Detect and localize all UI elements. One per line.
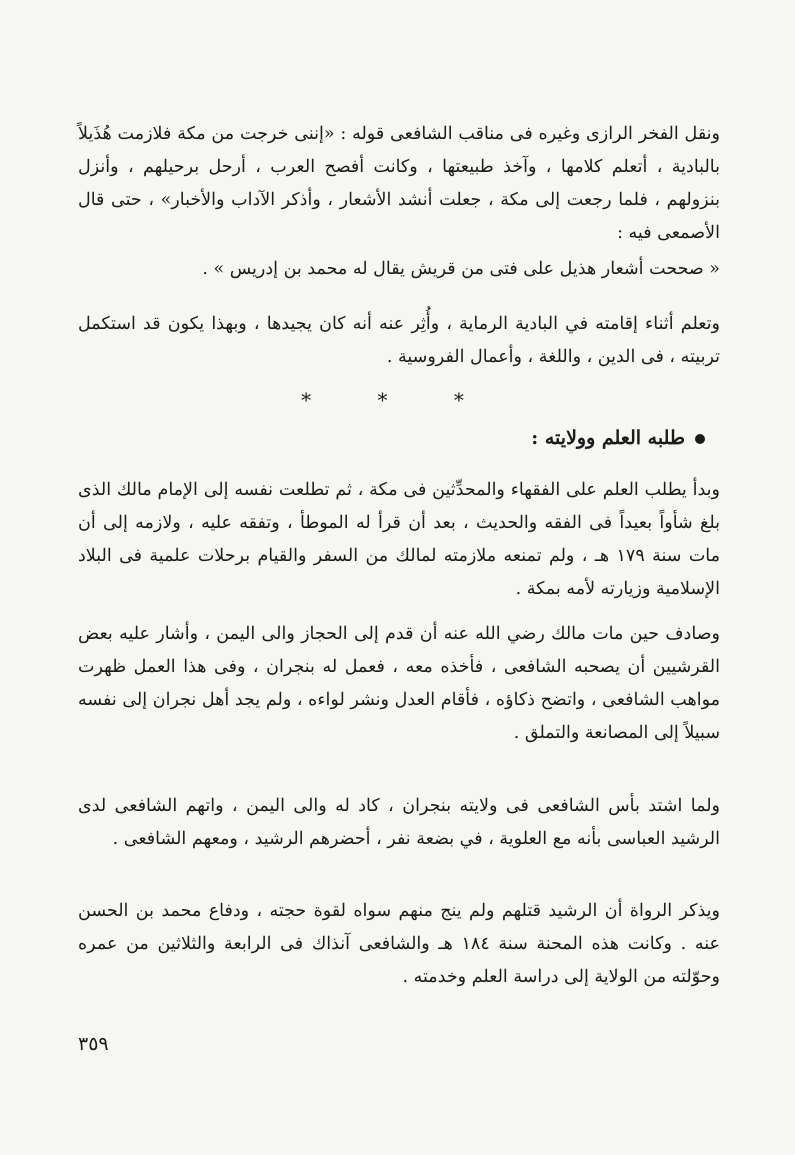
paragraph-razi-quote: ونقل الفخر الرازى وغيره فى مناقب الشافعى قوله : «إننى خرجت من مكة فلازمت هُذَيلاً بالبادية ، أتعلم كلامها ، وآخذ طبيعتها ، وكانت أفصح العرب ، أرحل برحيلهم ، وأنزل بنزولهم ، فلما رجعت إلى مكة ، جعلت أنشد الأشعار ، وأذكر الآداب والأخبار» ، حتى قال الأصمعى فيه : [78,124,720,243]
paragraph-asmai-quote: « صححت أشعار هذيل على فتى من قريش يقال له محمد بن إدريس » . [202,259,720,279]
paragraph-najran: وصادف حين مات مالك رضي الله عنه أن قدم إلى الحجاز والى اليمن ، وأشار عليه بعض القرشيين أن يصحبه الشافعى ، فأخذه معه ، فعمل له بنجران ، وفى هذا العمل ظهرت مواهب الشافعى ، واتضح ذكاؤه ، فأقام العدل ونشر لواءه ، ولم يجد أهل نجران إلى نفسه سبيلاً إلى المصانعة والتملق . [78,624,720,743]
paragraph-archery: وتعلم أثناء إقامته في البادية الرماية ، وأُثِر عنه أنه كان يجيدها ، وبهذا يكون قد استكمل تربيته ، فى الدين ، واللغة ، وأعمال الفروسية . [78,314,720,367]
bullet-icon [695,434,705,444]
paragraph-seeking-knowledge: وبدأ يطلب العلم على الفقهاء والمحدِّثين فى مكة ، ثم تطلعت نفسه إلى الإمام مالك الذى بلغ شأواً بعيداً فى الفقه والحديث ، بعد أن قرأ له الموطأ ، وتفقه عليه ، ولازمه إلى أن مات سنة ١٧٩ هـ ، ولم تمنعه ملازمته لمالك من السفر والقيام برحلات علمية فى البلاد الإسلامية وزيارته لأمه بمكة . [78,480,720,599]
page-number: ٣٥٩ [78,1033,109,1055]
section-separator: * * * [301,388,494,412]
paragraph-ordeal: ويذكر الرواة أن الرشيد قتلهم ولم ينج منهم سواه لقوة حجته ، ودفاع محمد بن الحسن عنه . وكانت هذه المحنة سنة ١٨٤ هـ والشافعى آنذاك فى الرابعة والثلاثين من عمره وحوّلته من الولاية إلى دراسة العلم وخدمته . [78,901,720,987]
section-heading-text: طلبه العلم وولايته : [531,427,685,449]
paragraph-accusation: ولما اشتد بأس الشافعى فى ولايته بنجران ، كاد له والى اليمن ، واتهم الشافعى لدى الرشيد العباسى بأنه مع العلوية ، في بضعة نفر ، أحضرهم الرشيد ، ومعهم الشافعى . [78,796,720,849]
section-heading [531,423,705,453]
